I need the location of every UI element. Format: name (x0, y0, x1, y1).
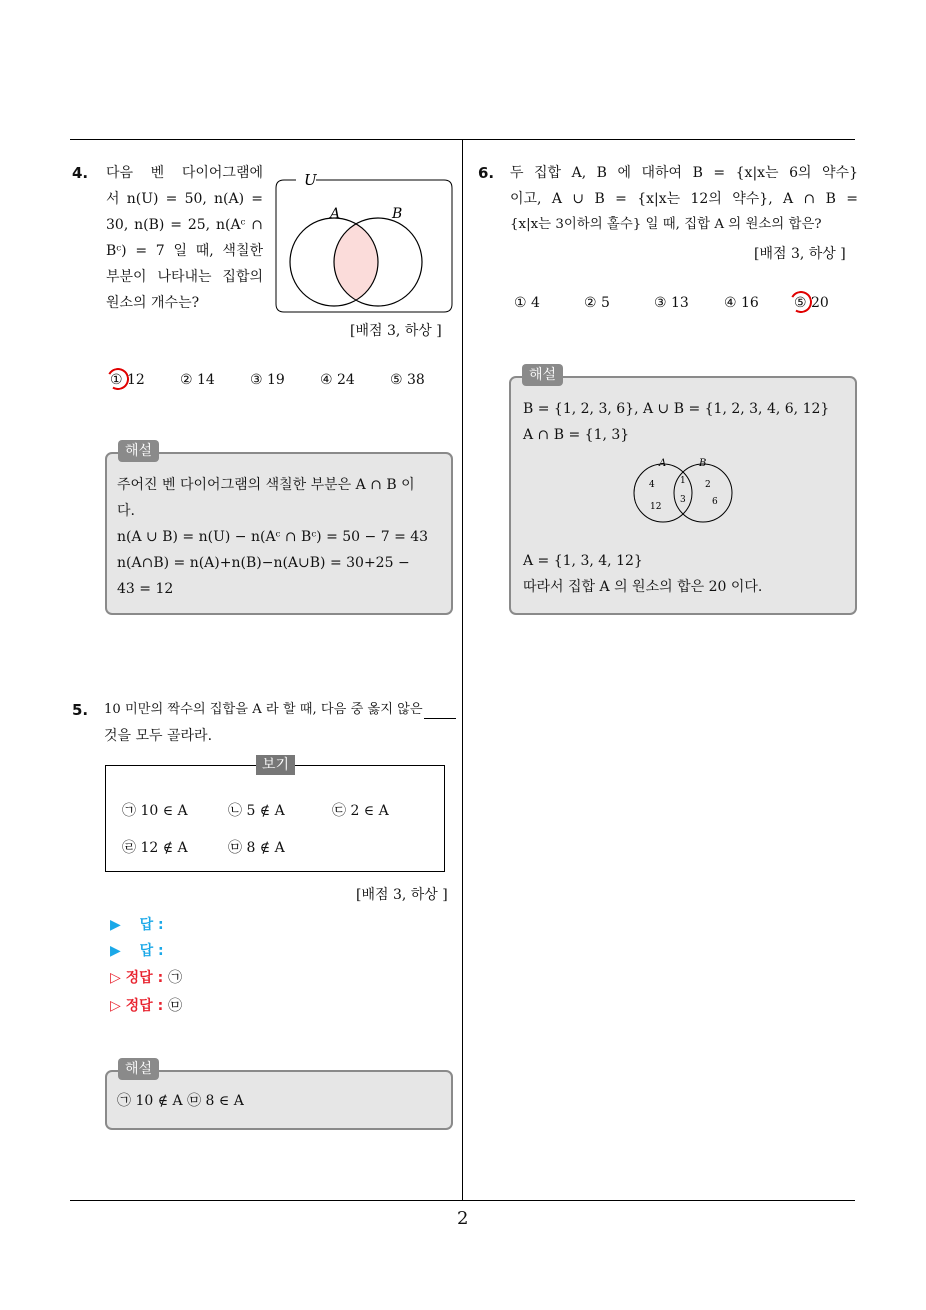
correct-label: 정답 : (125, 998, 164, 1014)
q6-element: 2 (705, 480, 711, 490)
q6-solution-line: A = {1, 3, 4, 12} (523, 553, 643, 569)
q4-line: 30, n(B) = 25, n(Aᶜ ∩ (106, 217, 263, 233)
q6-element: 1 (680, 476, 686, 486)
q4-venn-diagram (274, 166, 456, 314)
q4-choice-2[interactable]: ② 14 (180, 372, 215, 388)
question-6-number: 6. (478, 164, 495, 182)
q4-line: 부분이 나타내는 집합의 (106, 269, 263, 285)
q4-points: [배점 3, 하상 ] (350, 323, 442, 339)
q6-element: 6 (712, 497, 718, 507)
answer-marker-icon: ▶ (110, 943, 121, 959)
q6-line: {x|x는 3이하의 홀수} 일 때, 집합 A 의 원소의 합은? (510, 217, 822, 232)
q6-choice-1[interactable]: ① 4 (514, 295, 540, 311)
q6-choice-3[interactable]: ③ 13 (654, 295, 689, 311)
q5-solution-line: ㉠ 10 ∉ A ㉤ 8 ∈ A (117, 1093, 244, 1109)
bottom-rule (70, 1200, 855, 1201)
q5-correct-line-2 (110, 995, 182, 1015)
answer-marker-icon: ▶ (110, 917, 121, 933)
correct-marker-icon: ▷ (110, 970, 121, 986)
q6-set-a-label: A (659, 458, 667, 469)
q6-solution-line: A ∩ B = {1, 3} (523, 427, 630, 443)
q4-solution-box (105, 452, 453, 615)
q6-choice-4[interactable]: ④ 16 (724, 295, 759, 311)
q6-set-a-circle (634, 464, 692, 522)
correct-marker-icon: ▷ (110, 998, 121, 1014)
q5-points: [배점 3, 하상 ] (356, 887, 448, 903)
q4-choice-4[interactable]: ④ 24 (320, 372, 355, 388)
q6-set-b-label: B (699, 458, 707, 469)
q4-line: 서 n(U) = 50, n(A) = (106, 191, 263, 207)
q5-correct-line-1 (110, 967, 182, 987)
q6-line: 이고, A ∪ B = {x|x는 12의 약수}, A ∩ B = (510, 191, 858, 207)
q6-solution-line: B = {1, 2, 3, 6}, A ∪ B = {1, 2, 3, 4, 6, 12} (523, 401, 830, 417)
q6-points: [배점 3, 하상 ] (754, 246, 846, 262)
question-4-number: 4. (72, 164, 89, 182)
q5-answer-line-2[interactable] (110, 940, 164, 960)
q4-solution-line: n(A ∪ B) = n(U) − n(Aᶜ ∩ Bᶜ) = 50 − 7 = 43 (117, 529, 429, 545)
answer-label: 답 : (139, 943, 164, 959)
question-5-number: 5. (72, 701, 89, 719)
question-6-text (510, 160, 858, 238)
q5-bogi-item-5: ㉤ 8 ∉ A (228, 840, 285, 856)
q6-line: 두 집합 A, B 에 대하여 B = {x|x는 6의 약수} (510, 165, 858, 181)
q5-bogi-box (105, 765, 445, 872)
q4-line: Bᶜ) = 7 일 때, 색칠한 (106, 243, 263, 259)
q5-bogi-item-3: ㉢ 2 ∈ A (332, 803, 389, 819)
q5-bogi-tab: 보기 (256, 755, 295, 775)
q4-line: 원소의 개수는? (106, 295, 200, 311)
q4-universe-label: U (304, 171, 317, 189)
q6-choice-2[interactable]: ② 5 (584, 295, 610, 311)
q4-set-a-label: A (330, 206, 341, 222)
q5-answer-line-1[interactable] (110, 914, 164, 934)
q4-choice-5[interactable]: ⑤ 38 (390, 372, 425, 388)
question-5-text (104, 697, 456, 749)
q6-solution-tab: 해설 (522, 364, 563, 386)
q4-set-b-label: B (392, 206, 403, 222)
q4-choice-3[interactable]: ③ 19 (250, 372, 285, 388)
q5-not-underline (424, 718, 456, 719)
q6-solution-box (509, 376, 857, 615)
q4-solution-line: 43 = 12 (117, 581, 174, 597)
q6-solution-line: 따라서 집합 A 의 원소의 합은 20 이다. (523, 579, 763, 595)
q4-solution-line: n(A∩B) = n(A)+n(B)−n(A∪B) = 30+25 − (117, 555, 410, 571)
page-number: 2 (457, 1208, 469, 1229)
column-divider (462, 139, 463, 1201)
q4-solution-line: 다. (117, 503, 135, 519)
q5-solution-tab: 해설 (118, 1058, 159, 1080)
q5-line: 10 미만의 짝수의 집합을 A 라 할 때, 다음 중 옳지 않은 (104, 702, 423, 717)
q5-bogi-item-2: ㉡ 5 ∉ A (228, 803, 285, 819)
q5-bogi-item-1: ㉠ 10 ∈ A (122, 803, 188, 819)
q6-element: 4 (649, 480, 655, 490)
q6-set-b-circle (674, 464, 732, 522)
correct-value: ㉠ (168, 970, 183, 986)
answer-label: 답 : (139, 917, 164, 933)
q4-choice-1[interactable]: ① 12 (110, 372, 145, 388)
q6-choice-5[interactable]: ⑤ 20 (794, 295, 829, 311)
q6-element: 3 (680, 495, 686, 505)
q5-bogi-item-4: ㉣ 12 ∉ A (122, 840, 188, 856)
q6-element: 12 (650, 502, 662, 512)
q4-solution-tab: 해설 (118, 440, 159, 462)
correct-value: ㉤ (168, 998, 183, 1014)
q6-venn-diagram (621, 456, 751, 526)
q4-solution-line: 주어진 벤 다이어그램의 색칠한 부분은 A ∩ B 이 (117, 477, 415, 493)
question-4-text (106, 160, 263, 316)
q5-line: 것을 모두 골라라. (104, 728, 213, 744)
q4-line: 다음 벤 다이어그램에 (106, 165, 263, 181)
correct-label: 정답 : (125, 970, 164, 986)
